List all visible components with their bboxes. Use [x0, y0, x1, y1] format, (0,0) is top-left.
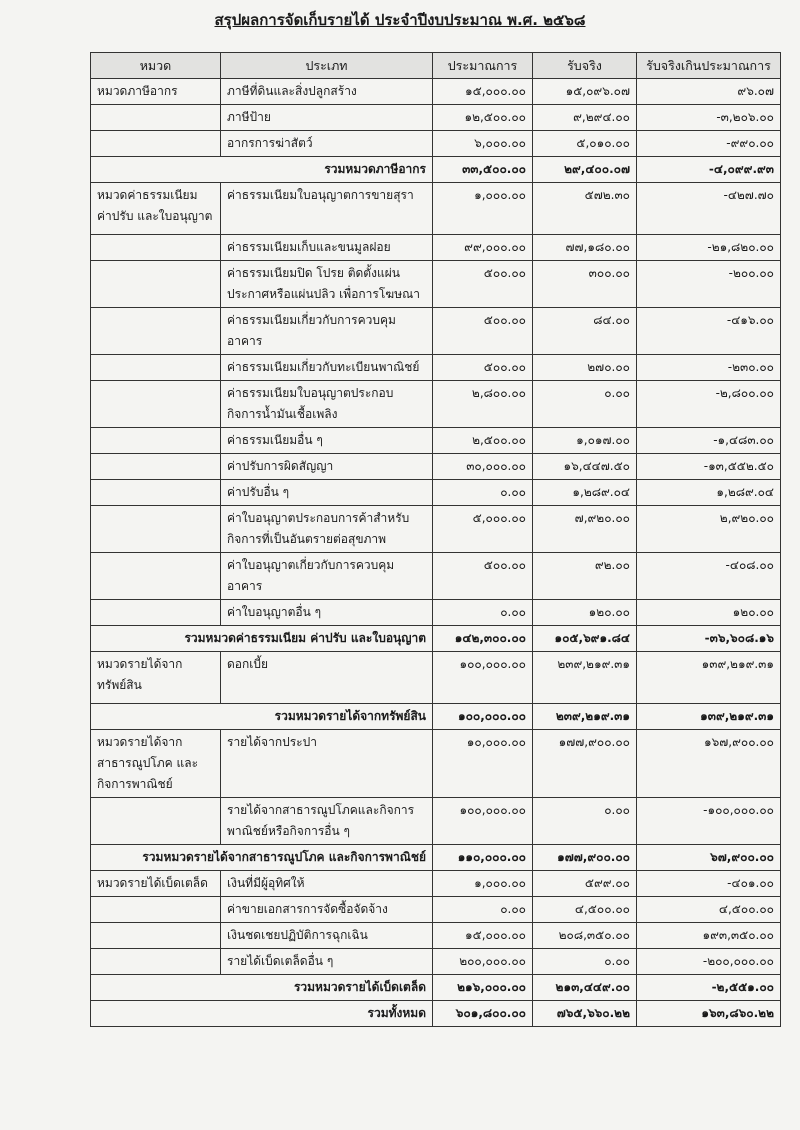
category-cell: หมวดรายได้เบ็ดเตล็ด — [91, 871, 221, 897]
type-cell: รายได้จากสาธารณูปโภคและกิจการพาณิชย์หรือกิจการอื่น ๆ — [221, 798, 433, 845]
budget-cell: ๑๐,๐๐๐.๐๐ — [433, 730, 533, 798]
table-row — [91, 235, 781, 261]
category-cell: หมวดรายได้จากสาธารณูปโภค และกิจการพาณิชย์ — [91, 730, 221, 798]
type-cell: รายได้จากประปา — [221, 730, 433, 798]
subtotal-budget: ๑๐๐,๐๐๐.๐๐ — [433, 704, 533, 730]
actual-cell: ๑,๐๑๗.๐๐ — [533, 428, 637, 454]
table-row — [91, 131, 781, 157]
budget-cell: ๓๐,๐๐๐.๐๐ — [433, 454, 533, 480]
category-cell — [91, 600, 221, 626]
table-row — [91, 381, 781, 428]
actual-cell: ๗๗,๑๘๐.๐๐ — [533, 235, 637, 261]
category-cell — [91, 105, 221, 131]
diff-cell: -๔๑๖.๐๐ — [637, 308, 781, 355]
actual-cell: ๕,๐๑๐.๐๐ — [533, 131, 637, 157]
subtotal-actual: ๑๐๕,๖๙๑.๘๔ — [533, 626, 637, 652]
budget-cell: ๕๐๐.๐๐ — [433, 261, 533, 308]
diff-cell: -๒๐๐,๐๐๐.๐๐ — [637, 949, 781, 975]
actual-cell: ๑๒๐.๐๐ — [533, 600, 637, 626]
category-cell — [91, 798, 221, 845]
table-row — [91, 308, 781, 355]
table-row — [91, 79, 781, 105]
budget-cell: ๒๐๐,๐๐๐.๐๐ — [433, 949, 533, 975]
table-row — [91, 261, 781, 308]
category-cell — [91, 923, 221, 949]
actual-cell: ๒๓๙,๒๑๙.๓๑ — [533, 652, 637, 704]
subtotal-label: รวมหมวดรายได้จากทรัพย์สิน — [91, 704, 433, 730]
subtotal-row — [91, 626, 781, 652]
table-row — [91, 480, 781, 506]
category-cell: หมวดรายได้จากทรัพย์สิน — [91, 652, 221, 704]
category-cell — [91, 480, 221, 506]
diff-cell: -๔๒๗.๗๐ — [637, 183, 781, 235]
actual-cell: ๒๐๘,๓๕๐.๐๐ — [533, 923, 637, 949]
actual-cell: ๗,๙๒๐.๐๐ — [533, 506, 637, 553]
diff-cell: -๙๙๐.๐๐ — [637, 131, 781, 157]
budget-cell: ๒,๘๐๐.๐๐ — [433, 381, 533, 428]
diff-cell: ๒,๙๒๐.๐๐ — [637, 506, 781, 553]
grand-total-diff: ๑๖๓,๘๖๐.๒๒ — [637, 1001, 781, 1027]
category-cell — [91, 381, 221, 428]
type-cell: ค่าใบอนุญาตเกี่ยวกับการควบคุมอาคาร — [221, 553, 433, 600]
budget-cell: ๕๐๐.๐๐ — [433, 308, 533, 355]
type-cell: ภาษีที่ดินและสิ่งปลูกสร้าง — [221, 79, 433, 105]
category-cell — [91, 897, 221, 923]
subtotal-budget: ๑๔๒,๓๐๐.๐๐ — [433, 626, 533, 652]
diff-cell: -๒๓๐.๐๐ — [637, 355, 781, 381]
type-cell: ค่าธรรมเนียมปิด โปรย ติดตั้งแผ่นประกาศหรือแผ่นปลิว เพื่อการโฆษณา — [221, 261, 433, 308]
actual-cell: ๐.๐๐ — [533, 381, 637, 428]
diff-cell: ๑๒๐.๐๐ — [637, 600, 781, 626]
diff-cell: -๔๐๘.๐๐ — [637, 553, 781, 600]
revenue-table — [90, 52, 781, 1027]
actual-cell: ๑๕,๐๙๖.๐๗ — [533, 79, 637, 105]
table-row — [91, 897, 781, 923]
table-row — [91, 428, 781, 454]
subtotal-label: รวมหมวดค่าธรรมเนียม ค่าปรับ และใบอนุญาต — [91, 626, 433, 652]
diff-cell: ๑๓๙,๒๑๙.๓๑ — [637, 652, 781, 704]
actual-cell: ๒๗๐.๐๐ — [533, 355, 637, 381]
subtotal-actual: ๒๓๙,๒๑๙.๓๑ — [533, 704, 637, 730]
actual-cell: ๔,๕๐๐.๐๐ — [533, 897, 637, 923]
type-cell: ค่าธรรมเนียมเกี่ยวกับทะเบียนพาณิชย์ — [221, 355, 433, 381]
table-row — [91, 553, 781, 600]
type-cell: ค่าธรรมเนียมเกี่ยวกับการควบคุมอาคาร — [221, 308, 433, 355]
actual-cell: ๑๗๗,๙๐๐.๐๐ — [533, 730, 637, 798]
category-cell — [91, 308, 221, 355]
subtotal-label: รวมหมวดรายได้จากสาธารณูปโภค และกิจการพาณิชย์ — [91, 845, 433, 871]
category-cell — [91, 506, 221, 553]
subtotal-diff: ๑๓๙,๒๑๙.๓๑ — [637, 704, 781, 730]
actual-cell: ๓๐๐.๐๐ — [533, 261, 637, 308]
type-cell: เงินชดเชยปฏิบัติการฉุกเฉิน — [221, 923, 433, 949]
diff-cell: -๓,๒๐๖.๐๐ — [637, 105, 781, 131]
type-cell: อากรการฆ่าสัตว์ — [221, 131, 433, 157]
type-cell: ค่าธรรมเนียมเก็บและขนมูลฝอย — [221, 235, 433, 261]
budget-cell: ๑,๐๐๐.๐๐ — [433, 871, 533, 897]
budget-cell: ๑๕,๐๐๐.๐๐ — [433, 923, 533, 949]
type-cell: ค่าใบอนุญาตอื่น ๆ — [221, 600, 433, 626]
type-cell: เงินที่มีผู้อุทิศให้ — [221, 871, 433, 897]
diff-cell: ๙๖.๐๗ — [637, 79, 781, 105]
subtotal-diff: ๖๗,๙๐๐.๐๐ — [637, 845, 781, 871]
subtotal-diff: -๓๖,๖๐๘.๑๖ — [637, 626, 781, 652]
subtotal-actual: ๒๙,๔๐๐.๐๗ — [533, 157, 637, 183]
budget-cell: ๙๙,๐๐๐.๐๐ — [433, 235, 533, 261]
diff-cell: -๒,๘๐๐.๐๐ — [637, 381, 781, 428]
grand-total-row — [91, 1001, 781, 1027]
budget-cell: ๑๐๐,๐๐๐.๐๐ — [433, 652, 533, 704]
type-cell: ค่าธรรมเนียมอื่น ๆ — [221, 428, 433, 454]
actual-cell: ๕๗๒.๓๐ — [533, 183, 637, 235]
subtotal-label: รวมหมวดภาษีอากร — [91, 157, 433, 183]
actual-cell: ๐.๐๐ — [533, 798, 637, 845]
diff-cell: -๑,๔๘๓.๐๐ — [637, 428, 781, 454]
subtotal-actual: ๑๗๗,๙๐๐.๐๐ — [533, 845, 637, 871]
table-row — [91, 798, 781, 845]
type-cell: ค่าปรับอื่น ๆ — [221, 480, 433, 506]
diff-cell: -๒๐๐.๐๐ — [637, 261, 781, 308]
table-row — [91, 600, 781, 626]
budget-cell: ๕๐๐.๐๐ — [433, 355, 533, 381]
category-cell — [91, 131, 221, 157]
category-cell — [91, 355, 221, 381]
type-cell: ค่าปรับการผิดสัญญา — [221, 454, 433, 480]
category-cell — [91, 261, 221, 308]
grand-total-label: รวมทั้งหมด — [91, 1001, 433, 1027]
actual-cell: ๕๙๙.๐๐ — [533, 871, 637, 897]
grand-total-budget: ๖๐๑,๘๐๐.๐๐ — [433, 1001, 533, 1027]
budget-cell: ๑๒,๕๐๐.๐๐ — [433, 105, 533, 131]
category-cell — [91, 553, 221, 600]
subtotal-diff: -๒,๕๕๑.๐๐ — [637, 975, 781, 1001]
type-cell: ค่าใบอนุญาตประกอบการค้าสำหรับกิจการที่เป็นอันตรายต่อสุขภาพ — [221, 506, 433, 553]
actual-cell: ๙,๒๙๔.๐๐ — [533, 105, 637, 131]
type-cell: ดอกเบี้ย — [221, 652, 433, 704]
table-row — [91, 949, 781, 975]
type-cell: ค่าธรรมเนียมใบอนุญาตประกอบกิจการน้ำมันเชื้อเพลิง — [221, 381, 433, 428]
grand-total-actual: ๗๖๕,๖๖๐.๒๒ — [533, 1001, 637, 1027]
diff-cell: -๔๐๑.๐๐ — [637, 871, 781, 897]
table-body — [91, 79, 781, 1027]
diff-cell: ๔,๕๐๐.๐๐ — [637, 897, 781, 923]
subtotal-actual: ๒๑๓,๔๔๙.๐๐ — [533, 975, 637, 1001]
diff-cell: -๒๑,๘๒๐.๐๐ — [637, 235, 781, 261]
category-cell — [91, 949, 221, 975]
subtotal-row — [91, 975, 781, 1001]
budget-cell: ๒,๕๐๐.๐๐ — [433, 428, 533, 454]
category-cell: หมวดภาษีอากร — [91, 79, 221, 105]
table-header-row — [91, 53, 781, 79]
diff-cell: ๑,๒๘๙.๐๔ — [637, 480, 781, 506]
header-actual: รับจริง — [533, 53, 637, 79]
header-budget: ประมาณการ — [433, 53, 533, 79]
subtotal-budget: ๒๑๖,๐๐๐.๐๐ — [433, 975, 533, 1001]
type-cell: ภาษีป้าย — [221, 105, 433, 131]
table-row — [91, 923, 781, 949]
table-row — [91, 454, 781, 480]
actual-cell: ๘๔.๐๐ — [533, 308, 637, 355]
budget-cell: ๑๕,๐๐๐.๐๐ — [433, 79, 533, 105]
budget-cell: ๐.๐๐ — [433, 897, 533, 923]
subtotal-budget: ๑๑๐,๐๐๐.๐๐ — [433, 845, 533, 871]
diff-cell: -๑๓,๕๕๒.๕๐ — [637, 454, 781, 480]
subtotal-row — [91, 157, 781, 183]
budget-cell: ๖,๐๐๐.๐๐ — [433, 131, 533, 157]
subtotal-label: รวมหมวดรายได้เบ็ดเตล็ด — [91, 975, 433, 1001]
type-cell: ค่าขายเอกสารการจัดซื้อจัดจ้าง — [221, 897, 433, 923]
table-row — [91, 871, 781, 897]
actual-cell: ๙๒.๐๐ — [533, 553, 637, 600]
table-row — [91, 652, 781, 704]
budget-cell: ๑๐๐,๐๐๐.๐๐ — [433, 798, 533, 845]
table-row — [91, 183, 781, 235]
budget-cell: ๐.๐๐ — [433, 480, 533, 506]
budget-cell: ๑,๐๐๐.๐๐ — [433, 183, 533, 235]
budget-cell: ๕๐๐.๐๐ — [433, 553, 533, 600]
subtotal-row — [91, 704, 781, 730]
table-row — [91, 730, 781, 798]
category-cell: หมวดค่าธรรมเนียม ค่าปรับ และใบอนุญาต — [91, 183, 221, 235]
category-cell — [91, 428, 221, 454]
table-row — [91, 506, 781, 553]
type-cell: รายได้เบ็ดเตล็ดอื่น ๆ — [221, 949, 433, 975]
diff-cell: -๑๐๐,๐๐๐.๐๐ — [637, 798, 781, 845]
page-title: สรุปผลการจัดเก็บรายได้ ประจำปีงบประมาณ พ.ศ. ๒๕๖๘ — [214, 11, 586, 29]
header-type: ประเภท — [221, 53, 433, 79]
subtotal-row — [91, 845, 781, 871]
budget-cell: ๕,๐๐๐.๐๐ — [433, 506, 533, 553]
subtotal-diff: -๔,๐๙๙.๙๓ — [637, 157, 781, 183]
actual-cell: ๑๖,๔๔๗.๕๐ — [533, 454, 637, 480]
type-cell: ค่าธรรมเนียมใบอนุญาตการขายสุรา — [221, 183, 433, 235]
budget-cell: ๐.๐๐ — [433, 600, 533, 626]
header-diff: รับจริงเกินประมาณการ — [637, 53, 781, 79]
header-category: หมวด — [91, 53, 221, 79]
diff-cell: ๑๖๗,๙๐๐.๐๐ — [637, 730, 781, 798]
category-cell — [91, 235, 221, 261]
table-row — [91, 355, 781, 381]
table-row — [91, 105, 781, 131]
diff-cell: ๑๙๓,๓๕๐.๐๐ — [637, 923, 781, 949]
category-cell — [91, 454, 221, 480]
actual-cell: ๑,๒๘๙.๐๔ — [533, 480, 637, 506]
actual-cell: ๐.๐๐ — [533, 949, 637, 975]
subtotal-budget: ๓๓,๕๐๐.๐๐ — [433, 157, 533, 183]
